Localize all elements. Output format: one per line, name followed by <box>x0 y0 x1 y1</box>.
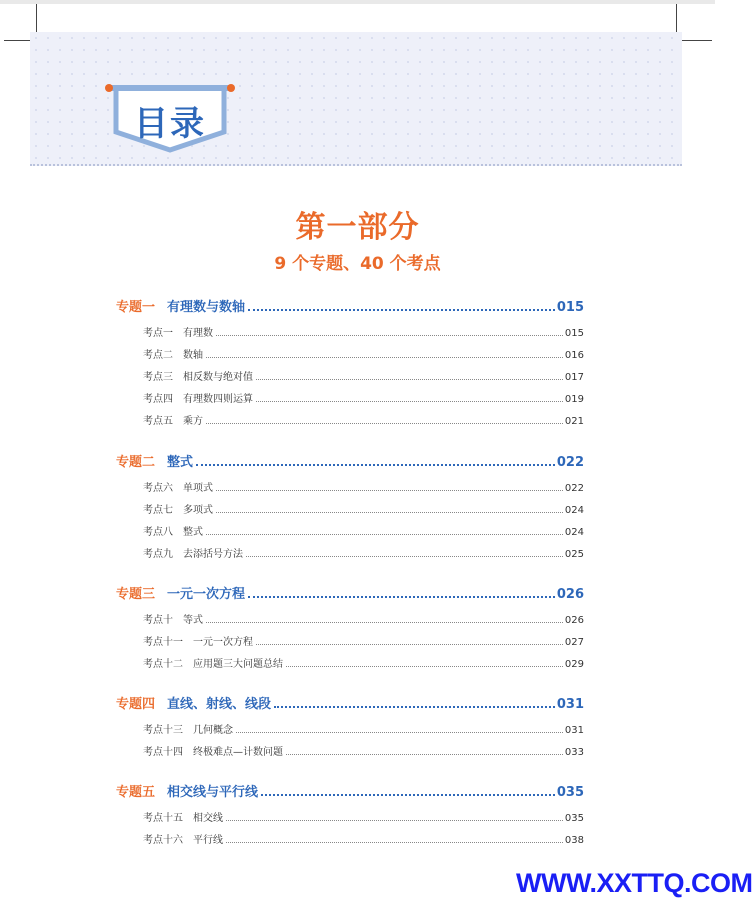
toc-point-row[interactable] <box>143 523 584 538</box>
toc-point-row[interactable] <box>143 324 584 339</box>
point-page-number: 024 <box>564 527 584 538</box>
topic-page-number: 035 <box>556 785 584 800</box>
toc-point-row[interactable] <box>143 412 584 427</box>
point-label: 考点十五 <box>143 813 183 824</box>
toc-topic-row[interactable] <box>116 693 584 712</box>
point-label: 考点三 <box>143 372 173 383</box>
point-name: 有理数四则运算 <box>183 394 253 405</box>
topic-name: 有理数与数轴 <box>167 300 246 315</box>
dot-leader <box>216 490 563 491</box>
point-page-number: 024 <box>564 505 584 516</box>
point-label: 考点十三 <box>143 725 183 736</box>
topic-label: 专题三 <box>116 587 156 602</box>
dot-leader <box>286 666 563 667</box>
part-subtitle: 9 个专题、40 个考点 <box>274 254 441 274</box>
dot-leader <box>286 754 563 755</box>
point-label: 考点十 <box>143 615 173 626</box>
toc-badge <box>104 82 236 152</box>
toc-topic-row[interactable] <box>116 296 584 315</box>
point-name: 多项式 <box>183 505 213 516</box>
point-label: 考点四 <box>143 394 173 405</box>
point-name: 去添括号方法 <box>183 549 243 560</box>
dot-leader <box>256 379 563 380</box>
point-name: 相交线 <box>193 813 223 824</box>
topic-name: 一元一次方程 <box>167 587 246 602</box>
dot-leader <box>261 794 555 796</box>
toc-point-row[interactable] <box>143 346 584 361</box>
topic-page-number: 026 <box>556 587 584 602</box>
topic-label: 专题一 <box>116 300 156 315</box>
point-label: 考点一 <box>143 328 173 339</box>
dot-leader <box>206 357 563 358</box>
point-page-number: 022 <box>564 483 584 494</box>
point-label: 考点十一 <box>143 637 183 648</box>
dot-leader <box>206 622 563 623</box>
toc-point-row[interactable] <box>143 611 584 626</box>
point-page-number: 016 <box>564 350 584 361</box>
top-strip <box>0 0 715 4</box>
point-name: 整式 <box>183 527 203 538</box>
point-label: 考点二 <box>143 350 173 361</box>
site-watermark: WWW.XXTTQ.COM <box>516 868 752 898</box>
toc-topic-row[interactable] <box>116 583 584 602</box>
toc-point-row[interactable] <box>143 743 584 758</box>
crop-mark-left-vertical <box>36 4 37 34</box>
point-name: 终极难点—计数问题 <box>193 747 283 758</box>
point-name: 单项式 <box>183 483 213 494</box>
point-label: 考点九 <box>143 549 173 560</box>
point-label: 考点六 <box>143 483 173 494</box>
toc-topic-row[interactable] <box>116 451 584 470</box>
point-name: 乘方 <box>183 416 203 427</box>
point-name: 应用题三大问题总结 <box>193 659 283 670</box>
point-page-number: 031 <box>564 725 584 736</box>
toc-point-row[interactable] <box>143 809 584 824</box>
toc-title: 目录 <box>134 104 206 144</box>
dot-leader <box>226 820 563 821</box>
toc-point-row[interactable] <box>143 721 584 736</box>
point-page-number: 025 <box>564 549 584 560</box>
point-name: 一元一次方程 <box>193 637 253 648</box>
point-label: 考点十二 <box>143 659 183 670</box>
point-page-number: 027 <box>564 637 584 648</box>
dot-leader <box>256 401 563 402</box>
toc-point-row[interactable] <box>143 633 584 648</box>
dot-leader <box>246 556 563 557</box>
point-page-number: 019 <box>564 394 584 405</box>
toc-point-row[interactable] <box>143 501 584 516</box>
toc-point-row[interactable] <box>143 479 584 494</box>
toc-point-row[interactable] <box>143 545 584 560</box>
point-page-number: 026 <box>564 615 584 626</box>
toc-point-row[interactable] <box>143 655 584 670</box>
point-page-number: 033 <box>564 747 584 758</box>
dot-leader <box>256 644 563 645</box>
toc-point-row[interactable] <box>143 831 584 846</box>
dot-leader <box>196 464 555 466</box>
point-name: 有理数 <box>183 328 213 339</box>
toc-point-row[interactable] <box>143 390 584 405</box>
topic-name: 整式 <box>167 455 194 470</box>
point-label: 考点十六 <box>143 835 183 846</box>
dot-leader <box>248 596 555 598</box>
dot-leader <box>274 706 555 708</box>
dot-leader <box>248 309 555 311</box>
toc-topic-row[interactable] <box>116 781 584 800</box>
dot-leader <box>206 534 563 535</box>
topic-page-number: 015 <box>556 300 584 315</box>
dot-leader <box>206 423 563 424</box>
topic-name: 相交线与平行线 <box>167 785 259 800</box>
point-page-number: 029 <box>564 659 584 670</box>
point-label: 考点十四 <box>143 747 183 758</box>
dot-leader <box>226 842 563 843</box>
point-label: 考点七 <box>143 505 173 516</box>
point-label: 考点八 <box>143 527 173 538</box>
point-page-number: 035 <box>564 813 584 824</box>
point-name: 平行线 <box>193 835 223 846</box>
topic-label: 专题四 <box>116 697 156 712</box>
point-page-number: 038 <box>564 835 584 846</box>
dot-leader <box>216 512 563 513</box>
topic-name: 直线、射线、线段 <box>167 697 272 712</box>
part-title: 第一部分 <box>295 210 420 245</box>
point-label: 考点五 <box>143 416 173 427</box>
toc-point-row[interactable] <box>143 368 584 383</box>
topic-label: 专题二 <box>116 455 156 470</box>
point-page-number: 015 <box>564 328 584 339</box>
point-name: 数轴 <box>183 350 203 361</box>
point-page-number: 021 <box>564 416 584 427</box>
crop-mark-right-vertical <box>676 4 677 34</box>
point-page-number: 017 <box>564 372 584 383</box>
topic-label: 专题五 <box>116 785 156 800</box>
point-name: 几何概念 <box>193 725 233 736</box>
point-name: 相反数与绝对值 <box>183 372 253 383</box>
dot-leader <box>216 335 563 336</box>
topic-page-number: 022 <box>556 455 584 470</box>
dot-leader <box>236 732 563 733</box>
point-name: 等式 <box>183 615 203 626</box>
topic-page-number: 031 <box>556 697 584 712</box>
